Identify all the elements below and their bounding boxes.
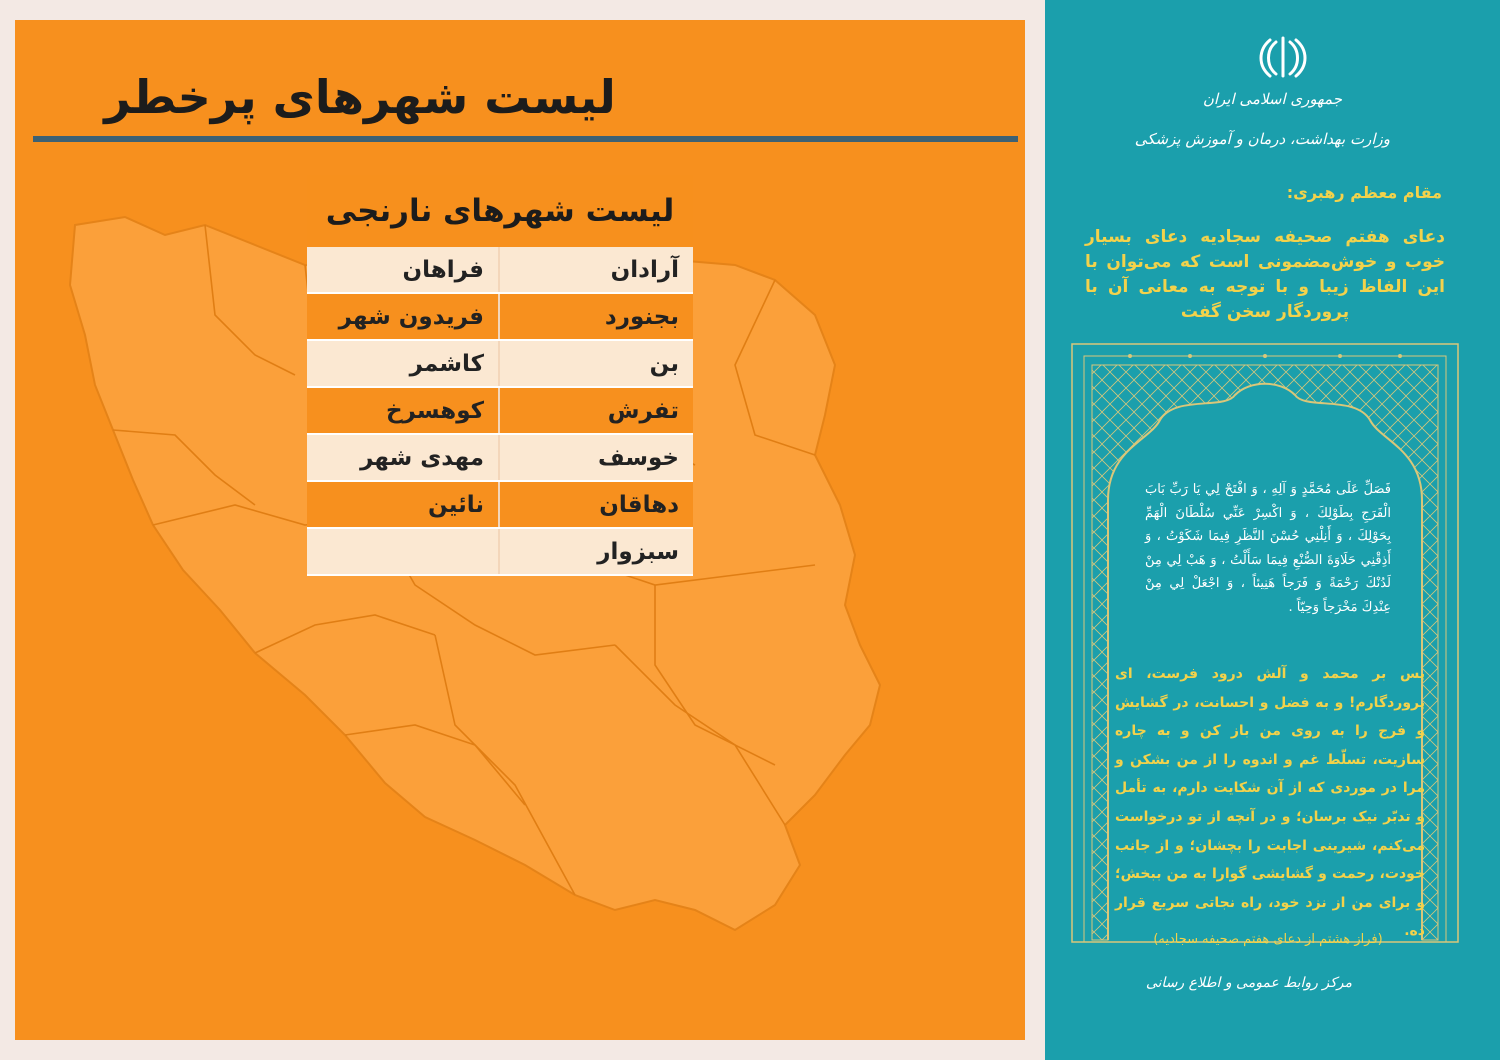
table-row bbox=[307, 387, 693, 434]
title-divider bbox=[33, 136, 1018, 142]
city-cell: دهاقان bbox=[499, 481, 693, 528]
city-cell: بجنورد bbox=[499, 293, 693, 340]
table-row bbox=[307, 528, 693, 575]
table-row bbox=[307, 340, 693, 387]
city-cell: مهدی شهر bbox=[307, 434, 499, 481]
ministry-name: وزارت بهداشت، درمان و آموزش پزشکی bbox=[1134, 130, 1390, 148]
arabic-prayer: فَصَلِّ عَلَى مُحَمَّدٍ وَ آلِهِ ، وَ افْتَحْ لِي يَا رَبِّ بَابَ الْفَرَجِ بِطَوْلِكَ ، وَ اكْسِرْ عَنِّي سُلْطَانَ الْهَمِّ بِحَوْلِكَ ، وَ أَنِلْنِي حُسْنَ النَّظَرِ فِيمَا شَكَوْتُ ، وَ أَذِقْنِي حَلَاوَةَ الصُّنْعِ فِيمَا سَأَلْتُ ، وَ هَبْ لِي مِنْ لَدُنْكَ رَحْمَةً وَ فَرَجاً هَنِيئاً ، وَ اجْعَلْ لِي مِنْ عِنْدِكَ مَخْرَجاً وَحِيّاً . bbox=[1145, 482, 1391, 615]
leader-label: مقام معظم رهبری: bbox=[1286, 183, 1442, 202]
government-name: جمهوری اسلامی ایران bbox=[1202, 90, 1342, 108]
orange-cities-table bbox=[307, 175, 693, 576]
main-title-text: لیست شهرهای پرخطر bbox=[104, 70, 616, 124]
city-cell: آرادان bbox=[499, 247, 693, 293]
city-cell: تفرش bbox=[499, 387, 693, 434]
intro-quote: دعای هفتم صحیفه سجادیه دعای بسیار خوب و خوش‌مضمونی است که می‌توان با این الفاظ زیبا و با توجه به معانی آن با پروردگار سخن گفت bbox=[1085, 227, 1445, 322]
city-cell: خوسف bbox=[499, 434, 693, 481]
table-row bbox=[307, 293, 693, 340]
table-row bbox=[307, 481, 693, 528]
teal-sidebar bbox=[1045, 0, 1500, 1060]
city-table bbox=[307, 247, 693, 576]
main-title bbox=[15, 70, 1025, 124]
table-row bbox=[307, 434, 693, 481]
city-cell bbox=[307, 528, 499, 575]
persian-translation: پس بر محمد و آلش درود فرست، ای پروردگارم! و به فضل و احسانت، در گشایش و فرج را به روی من باز کن و به چاره سازیت، تسلّط غم و اندوه را از من بشکن و مرا در موردی که از آن شکایت دارم، به تأمل و تدبّر نیک برسان؛ و در آنچه از تو درخواست می‌کنم، شیرینی اجابت را بچشان؛ و از جانب خودت، رحمت و گشایشی گوارا به من ببخش؛ و برای من از نزد خود، راه نجاتی سریع قرار ده. bbox=[1115, 666, 1425, 940]
prayer-source: (فراز هشتم از دعای هفتم صحیفه سجادیه) bbox=[1153, 932, 1383, 947]
city-cell: فراهان bbox=[307, 247, 499, 293]
table-row bbox=[307, 247, 693, 293]
orange-panel bbox=[15, 20, 1025, 1040]
city-cell: کوهسرخ bbox=[307, 387, 499, 434]
city-cell: نائین bbox=[307, 481, 499, 528]
table-title: لیست شهرهای نارنجی bbox=[307, 175, 693, 247]
footer-org: مرکز روابط عمومی و اطلاع رسانی bbox=[1145, 975, 1352, 991]
city-cell: کاشمر bbox=[307, 340, 499, 387]
city-cell: سبزوار bbox=[499, 528, 693, 575]
city-cell: بن bbox=[499, 340, 693, 387]
city-cell: فریدون شهر bbox=[307, 293, 499, 340]
iran-emblem-icon bbox=[1258, 32, 1308, 82]
